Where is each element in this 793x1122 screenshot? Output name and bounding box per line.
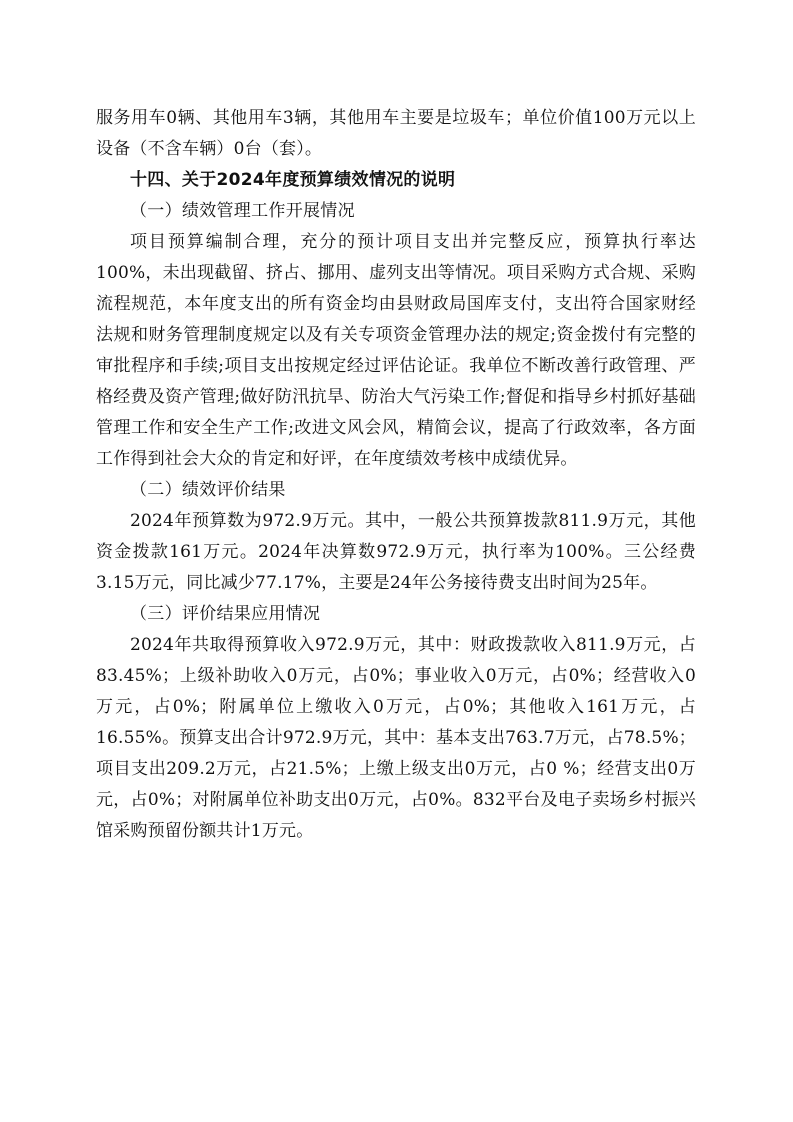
subsection-2-heading: （二）绩效评价结果 <box>130 480 286 500</box>
subsection-2-body: 2024年预算数为972.9万元。其中，一般公共预算拨款811.9万元，其他资金拨款161万元。2024年决算数972.9万元，执行率为100%。三公经费3.15万元，同比减少77.17%，主要是24年公务接待费支出时间为25年。 <box>96 511 696 593</box>
section-heading: 十四、关于2024年度预算绩效情况的说明 <box>130 170 456 190</box>
subsection-3-heading: （三）评价结果应用情况 <box>130 604 321 624</box>
intro-paragraph: 服务用车0辆、其他用车3辆，其他用车主要是垃圾车；单位价值100万元以上设备（不含车辆）0台（套）。 <box>96 108 696 159</box>
subsection-1-heading: （一）绩效管理工作开展情况 <box>130 201 355 221</box>
subsection-3-body: 2024年共取得预算收入972.9万元，其中：财政拨款收入811.9万元，占83.45%；上级补助收入0万元，占0%；事业收入0万元，占0%；经营收入0万元，占0%；附属单位上缴收入0万元，占0%；其他收入161万元，占16.55%。预算支出合计972.9万元，其中：基本支出763.7万元，占78.5%；项目支出209.2万元，占21.5%；上缴上级支出0万元，占0 %；经营支出0万元，占0%；对附属单位补助支出0万元，占0%。832平台及电子卖场乡村振兴馆采购预留份额共计1万元。 <box>96 635 696 841</box>
document-content <box>96 103 696 847</box>
subsection-1-body: 项目预算编制合理，充分的预计项目支出并完整反应，预算执行率达100%，未出现截留、挤占、挪用、虚列支出等情况。项目采购方式合规、采购流程规范，本年度支出的所有资金均由县财政局国库支付，支出符合国家财经法规和财务管理制度规定以及有关专项资金管理办法的规定;资金拨付有完整的审批程序和手续;项目支出按规定经过评估论证。我单位不断改善行政管理、严格经费及资产管理;做好防汛抗旱、防治大气污染工作;督促和指导乡村抓好基础管理工作和安全生产工作;改进文风会风，精简会议，提高了行政效率，各方面工作得到社会大众的肯定和好评，在年度绩效考核中成绩优异。 <box>96 232 696 469</box>
